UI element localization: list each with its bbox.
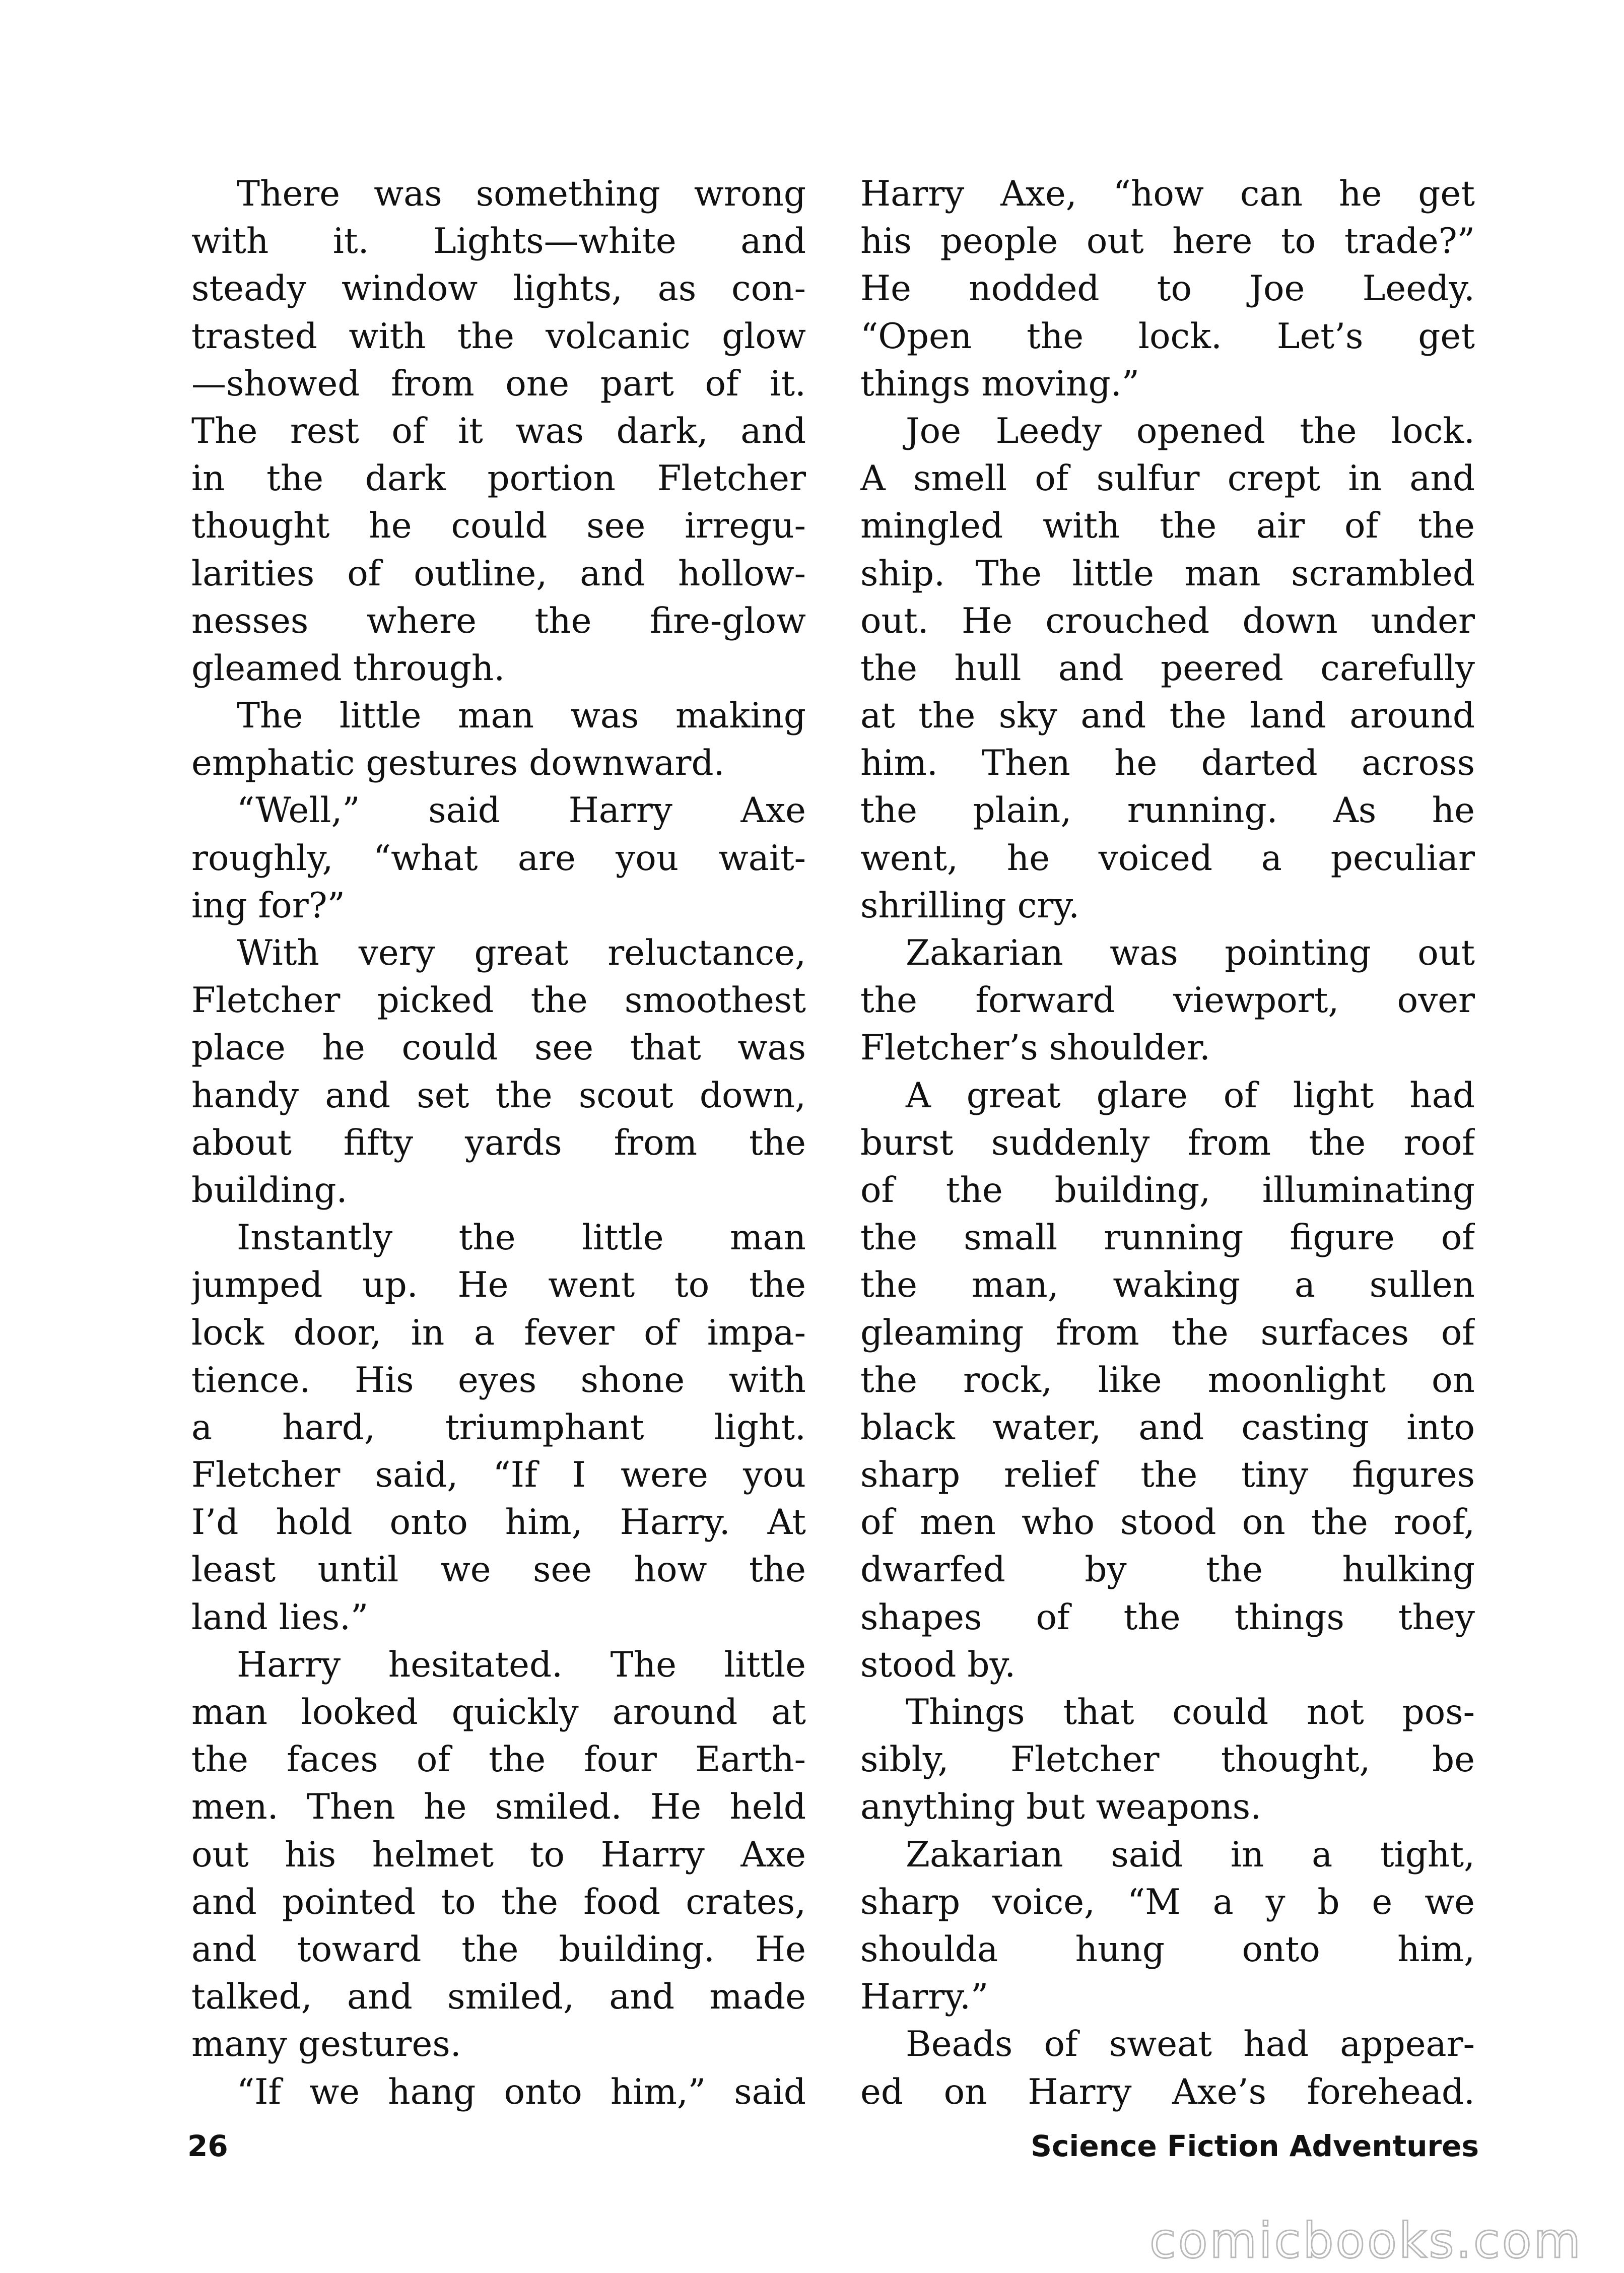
text-line: shapes of the things they bbox=[860, 1597, 1475, 1638]
text-line: Harry hesitated. The little bbox=[237, 1644, 806, 1685]
watermark: comicbooks.com bbox=[1149, 2213, 1583, 2269]
text-line: dwarfed by the hulking bbox=[860, 1550, 1475, 1590]
text-line: the small running figure of bbox=[860, 1218, 1475, 1258]
text-line: A great glare of light had bbox=[906, 1075, 1475, 1116]
text-line: With very great reluctance, bbox=[237, 933, 806, 973]
text-line: sibly, Fletcher thought, be bbox=[860, 1740, 1475, 1780]
text-line: Beads of sweat had appear- bbox=[906, 2024, 1475, 2065]
text-line: gleamed through. bbox=[191, 648, 505, 689]
text-line: A smell of sulfur crept in and bbox=[860, 458, 1475, 499]
text-line: steady window lights, as con- bbox=[191, 269, 806, 309]
text-line: sharp voice, “M a y b e we bbox=[860, 1882, 1475, 1922]
text-line: ed on Harry Axe’s forehead. bbox=[860, 2071, 1475, 2112]
text-line: I’d hold onto him, Harry. At bbox=[191, 1502, 806, 1543]
text-line: ship. The little man scrambled bbox=[860, 553, 1475, 594]
text-line: many gestures. bbox=[191, 2024, 461, 2065]
text-line: in the dark portion Fletcher bbox=[191, 458, 806, 499]
text-line: burst suddenly from the roof bbox=[860, 1122, 1475, 1163]
text-line: The little man was making bbox=[237, 696, 806, 737]
text-line: and toward the building. He bbox=[191, 1929, 806, 1970]
text-line: thought he could see irregu- bbox=[191, 506, 806, 547]
text-line: with it. Lights—white and bbox=[191, 221, 806, 262]
text-line: The rest of it was dark, and bbox=[191, 411, 806, 451]
text-line: building. bbox=[191, 1170, 348, 1211]
text-line: went, he voiced a peculiar bbox=[860, 838, 1475, 879]
text-line: Fletcher picked the smoothest bbox=[191, 980, 806, 1021]
text-line: out. He crouched down under bbox=[860, 600, 1475, 641]
text-line: emphatic gestures downward. bbox=[191, 743, 725, 784]
text-line: “If we hang onto him,” said bbox=[237, 2071, 806, 2112]
text-line: —showed from one part of it. bbox=[191, 363, 806, 404]
text-line: gleaming from the surfaces of bbox=[860, 1312, 1475, 1353]
text-line: nesses where the fire-glow bbox=[191, 600, 806, 641]
text-line: He nodded to Joe Leedy. bbox=[860, 269, 1475, 309]
text-line: jumped up. He went to the bbox=[191, 1265, 806, 1306]
text-line: Zakarian said in a tight, bbox=[906, 1834, 1475, 1875]
text-line: Instantly the little man bbox=[237, 1218, 806, 1258]
text-line: “Well,” said Harry Axe bbox=[237, 790, 806, 831]
text-line: roughly, “what are you wait- bbox=[191, 838, 806, 879]
text-line: land lies.” bbox=[191, 1597, 369, 1638]
text-line: There was something wrong bbox=[237, 174, 806, 214]
text-line: man looked quickly around at bbox=[191, 1692, 806, 1732]
text-line: shoulda hung onto him, bbox=[860, 1929, 1475, 1970]
text-line: of men who stood on the roof, bbox=[860, 1502, 1475, 1543]
text-line: handy and set the scout down, bbox=[191, 1075, 806, 1116]
text-line: ing for?” bbox=[191, 885, 345, 926]
text-line: the faces of the four Earth- bbox=[191, 1740, 806, 1780]
text-line: him. Then he darted across bbox=[860, 743, 1475, 784]
text-line: the man, waking a sullen bbox=[860, 1265, 1475, 1306]
page-number: 26 bbox=[187, 2129, 228, 2163]
text-line: larities of outline, and hollow- bbox=[191, 553, 806, 594]
running-footer-title: Science Fiction Adventures bbox=[1031, 2129, 1479, 2163]
text-line: Fletcher’s shoulder. bbox=[860, 1028, 1210, 1068]
text-line: Joe Leedy opened the lock. bbox=[906, 411, 1475, 451]
text-line: sharp relief the tiny figures bbox=[860, 1455, 1475, 1496]
text-line: out his helmet to Harry Axe bbox=[191, 1834, 806, 1875]
text-line: trasted with the volcanic glow bbox=[191, 316, 806, 357]
text-line: Harry.” bbox=[860, 1977, 989, 2018]
text-line: place he could see that was bbox=[191, 1028, 806, 1068]
text-line: of the building, illuminating bbox=[860, 1170, 1475, 1211]
text-line: black water, and casting into bbox=[860, 1407, 1475, 1448]
text-line: tience. His eyes shone with bbox=[191, 1360, 806, 1400]
text-line: talked, and smiled, and made bbox=[191, 1977, 806, 2018]
text-line: the rock, like moonlight on bbox=[860, 1360, 1475, 1400]
text-line: about fifty yards from the bbox=[191, 1122, 806, 1163]
text-line: Zakarian was pointing out bbox=[906, 933, 1475, 973]
text-line: lock door, in a fever of impa- bbox=[191, 1312, 806, 1353]
text-line: his people out here to trade?” bbox=[860, 221, 1475, 262]
right-text-column bbox=[860, 170, 1475, 2116]
text-line: anything but weapons. bbox=[860, 1787, 1262, 1828]
text-line: things moving.” bbox=[860, 363, 1140, 404]
text-line: at the sky and the land around bbox=[860, 696, 1475, 737]
text-line: least until we see how the bbox=[191, 1550, 806, 1590]
left-text-column bbox=[191, 170, 806, 2116]
text-line: the forward viewport, over bbox=[860, 980, 1475, 1021]
text-line: Fletcher said, “If I were you bbox=[191, 1455, 806, 1496]
text-line: mingled with the air of the bbox=[860, 506, 1475, 547]
text-line: shrilling cry. bbox=[860, 885, 1080, 926]
text-line: Harry Axe, “how can he get bbox=[860, 174, 1475, 214]
text-line: and pointed to the food crates, bbox=[191, 1882, 806, 1922]
text-line: stood by. bbox=[860, 1644, 1016, 1685]
text-line: the hull and peered carefully bbox=[860, 648, 1475, 689]
text-line: Things that could not pos- bbox=[906, 1692, 1475, 1732]
text-line: men. Then he smiled. He held bbox=[191, 1787, 806, 1828]
text-line: the plain, running. As he bbox=[860, 790, 1475, 831]
text-line: “Open the lock. Let’s get bbox=[860, 316, 1475, 357]
text-line: a hard, triumphant light. bbox=[191, 1407, 806, 1448]
